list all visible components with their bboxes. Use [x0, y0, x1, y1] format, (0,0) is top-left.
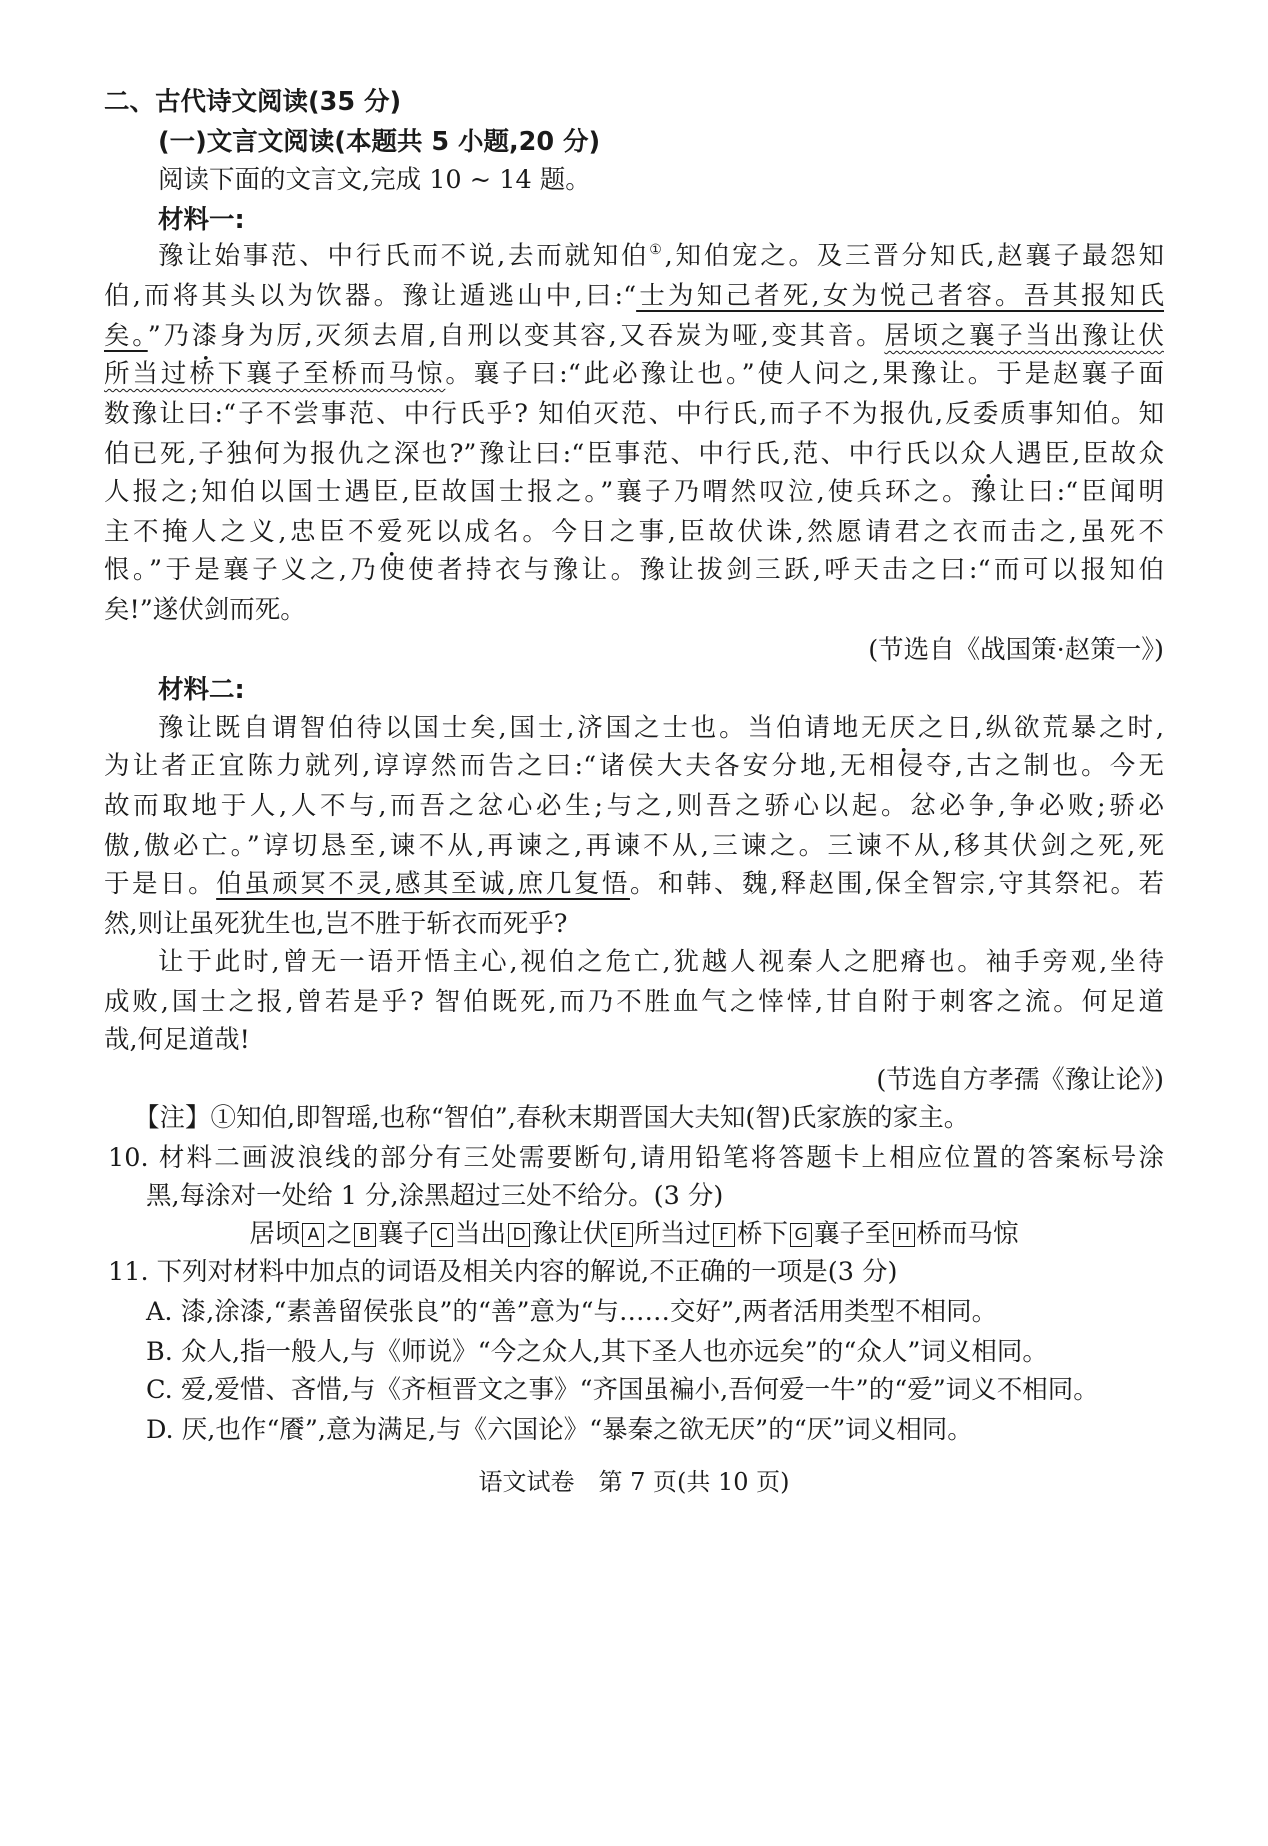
material1-line-9: 恨。”于是襄子义之,乃使使者持衣与豫让。豫让拔剑三跃,呼天击之曰:“而可以报知伯	[104, 555, 1164, 585]
material1-line-1: 豫让始事范、中行氏而不说,去而就知伯①,知伯宠之。及三晋分知氏,赵襄子最怨知	[158, 241, 1164, 271]
answer-mark-d[interactable]: D	[508, 1223, 530, 1247]
material1-line-7: 人报之;知伯以国士遇臣,臣故国士报之。”襄子乃喟然叹泣,使兵环之。豫让曰:“臣闻明	[104, 477, 1164, 507]
material2-line-8: 成败,国士之报,曾若是乎? 智伯既死,而乃不胜血气之悻悻,甘自附于刺客之流。何足道	[104, 987, 1164, 1017]
question-10-line-2: 黑,每涂对一处给 1 分,涂黑超过三处不给分。(3 分)	[146, 1181, 724, 1211]
question-10-options: 居顷 A 之 B 襄子 C 当出 D 豫让伏 E 所当过 F 桥下 G 襄子至 H 桥而马惊	[249, 1219, 1019, 1249]
question-11-option-b[interactable]: B. 众人,指一般人,与《师说》“今之众人,其下圣人也亦远矣”的“众人”词义相同。	[146, 1337, 1048, 1367]
material1-line-5: 数豫让曰:“子不尝事范、中行氏乎? 知伯灭范、中行氏,而子不为报仇,反委质事知伯。知	[104, 399, 1164, 429]
page-footer: 语文试卷 第 7 页(共 10 页)	[478, 1468, 790, 1496]
answer-mark-b[interactable]: B	[354, 1223, 376, 1247]
answer-mark-f[interactable]: F	[713, 1223, 735, 1247]
material1-line-8: 主不掩人之义,忠臣不爱死以成名。今日之事,臣故伏诛,然愿请君之衣而击之,虽死不	[104, 517, 1164, 547]
dotted-word-qi: 漆	[191, 321, 220, 351]
material2-line-9: 哉,何足道哉!	[104, 1025, 250, 1055]
answer-mark-c[interactable]: C	[431, 1223, 453, 1247]
underlined-sentence: 士为知己者死,女为悦己者容。吾其报知氏	[636, 281, 1165, 311]
question-10-line-1: 10. 材料二画波浪线的部分有三处需要断句,请用铅笔将答题卡上相应位置的答案标号涂	[108, 1143, 1164, 1173]
material2-line-3: 故而取地于人,人不与,而吾之忿心必生;与之,则吾之骄心以起。忿必争,争必败;骄必	[104, 791, 1164, 821]
underlined-sentence-end: 矣。	[104, 321, 148, 351]
dotted-word-zhongren: 众人	[960, 439, 1017, 469]
material2-heading: 材料二:	[158, 675, 245, 705]
material2-line-4: 傲,傲必亡。”谆切恳至,谏不从,再谏之,再谏不从,三谏之。三谏不从,移其伏剑之死,死	[104, 831, 1164, 861]
question-11-stem: 11. 下列对材料中加点的词语及相关内容的解说,不正确的一项是(3 分)	[108, 1257, 898, 1287]
material1-source: (节选自《战国策·赵策一》)	[868, 635, 1164, 665]
material1-line-4: 所当过桥下襄子至桥而马惊。襄子曰:“此必豫让也。”使人问之,果豫让。于是赵襄子面	[104, 359, 1164, 389]
wavy-passage-part-2: 所当过桥下襄子至桥而马惊	[104, 359, 446, 389]
material2-line-5: 于是日。伯虽顽冥不灵,感其至诚,庶几复悟。和韩、魏,释赵围,保全智宗,守其祭祀。若	[104, 869, 1164, 899]
answer-mark-a[interactable]: A	[302, 1223, 324, 1247]
footnote: 【注】①知伯,即智瑶,也称“智伯”,春秋末期晋国大夫知(智)氏家族的家主。	[134, 1103, 970, 1133]
material2-line-2: 为让者正宜陈力就列,谆谆然而告之曰:“诸侯大夫各安分地,无相侵夺,古之制也。今无	[104, 751, 1164, 781]
answer-mark-g[interactable]: G	[790, 1223, 812, 1247]
material1-heading: 材料一:	[158, 205, 245, 235]
material1-line-6: 伯已死,子独何为报仇之深也?”豫让曰:“臣事范、中行氏,范、中行氏以众人遇臣,臣故众	[104, 439, 1164, 469]
question-11-option-d[interactable]: D. 厌,也作“餍”,意为满足,与《六国论》“暴秦之欲无厌”的“厌”词义相同。	[146, 1415, 973, 1445]
material2-line-6: 然,则让虽死犹生也,岂不胜于斩衣而死乎?	[104, 909, 568, 939]
material2-line-1: 豫让既自谓智伯待以国士矣,国士,济国之士也。当伯请地无厌之日,纵欲荒暴之时,	[158, 713, 1164, 743]
material1-line-2: 伯,而将其头以为饮器。豫让遁逃山中,曰:“士为知己者死,女为悦己者容。吾其报知氏	[104, 281, 1165, 311]
wavy-passage-part-1: 居顷之襄子当出豫让伏	[884, 321, 1164, 351]
section-title: 二、古代诗文阅读(35 分)	[104, 87, 402, 117]
question-11-option-a[interactable]: A. 漆,涂漆,“素善留侯张良”的“善”意为“与……交好”,两者活用类型不相同。	[146, 1297, 998, 1327]
subsection-title: (一)文言文阅读(本题共 5 小题,20 分)	[158, 127, 601, 157]
material2-source: (节选自方孝孺《豫让论》)	[876, 1065, 1164, 1095]
material1-line-3: 矣。”乃漆身为厉,灭须去眉,自刑以变其容,又吞炭为哑,变其音。居顷之襄子当出豫让伏	[104, 321, 1164, 351]
dotted-word-yan: 厌	[889, 713, 918, 743]
footnote-ref: ①	[649, 242, 665, 258]
question-11-option-c[interactable]: C. 爱,爱惜、吝惜,与《齐桓晋文之事》“齐国虽褊小,吾何爱一牛”的“爱”词义不相同。	[146, 1375, 1099, 1405]
answer-mark-e[interactable]: E	[611, 1223, 633, 1247]
material1-line-10: 矣!”遂伏剑而死。	[104, 595, 306, 625]
material2-line-7: 让于此时,曾无一语开悟主心,视伯之危亡,犹越人视秦人之肥瘠也。袖手旁观,坐待	[158, 947, 1164, 977]
underlined-sentence-2: 伯虽顽冥不灵,感其至诚,庶几复悟	[216, 869, 630, 899]
dotted-word-ai: 爱	[377, 517, 407, 547]
instruction: 阅读下面的文言文,完成 10 ~ 14 题。	[158, 165, 591, 195]
answer-mark-h[interactable]: H	[893, 1223, 915, 1247]
